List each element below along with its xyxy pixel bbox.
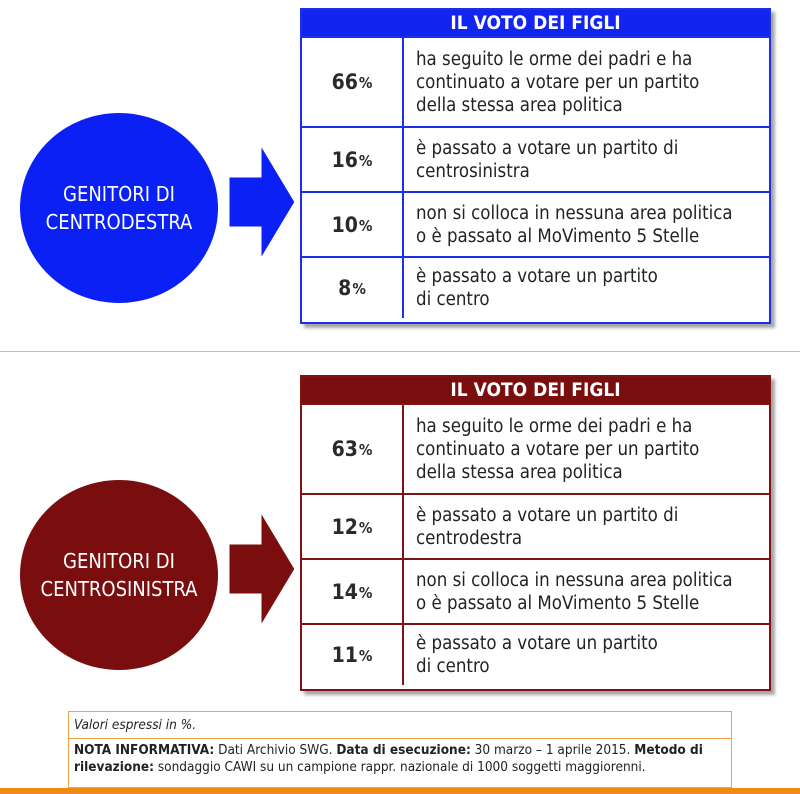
values-note: Valori espressi in %. (69, 712, 731, 739)
percent-sign: % (358, 518, 373, 537)
percent-sign: % (358, 216, 373, 235)
result-percentage (302, 258, 404, 318)
description-line: della stessa area politica (416, 461, 623, 483)
section-centrosinistra (0, 375, 800, 720)
result-percentage (302, 193, 404, 256)
parents-label-line2: CENTROSINISTRA (40, 577, 198, 601)
description-line: è passato a votare un partito di (416, 137, 679, 159)
description-line: centrodestra (416, 527, 523, 549)
result-value: 8 (338, 276, 352, 300)
percent-sign: % (358, 151, 373, 170)
result-row (302, 36, 769, 126)
result-description (404, 625, 769, 685)
description-line: di centro (416, 289, 490, 310)
parents-label-line2: CENTRODESTRA (45, 210, 193, 234)
result-value: 16 (331, 147, 358, 172)
parents-circle (20, 113, 218, 303)
children-vote-panel (300, 375, 771, 691)
panel-header: IL VOTO DEI FIGLI (302, 377, 769, 403)
description-line: non si colloca in nessuna area politica (416, 202, 733, 224)
description-line: della stessa area politica (416, 94, 623, 116)
result-row (302, 191, 769, 256)
description-line: è passato a votare un partito (416, 266, 658, 287)
percent-sign: % (358, 441, 373, 459)
description-line: o è passato al MoVimento 5 Stelle (416, 225, 700, 247)
result-description (404, 495, 769, 558)
methodology-note (69, 739, 731, 776)
parents-label-line1: GENITORI DI (63, 182, 175, 206)
section-divider (0, 351, 800, 352)
result-percentage (302, 128, 404, 191)
result-value: 10 (331, 212, 358, 237)
result-description (404, 38, 769, 126)
description-line: è passato a votare un partito di (416, 504, 679, 526)
result-row (302, 623, 769, 685)
description-line: ha seguito le orme dei padri e ha (416, 48, 693, 70)
result-value: 63 (331, 437, 358, 461)
description-line: o è passato al MoVimento 5 Stelle (416, 592, 700, 614)
result-row (302, 126, 769, 191)
description-line: centrosinistra (416, 160, 530, 182)
result-description (404, 560, 769, 623)
percent-sign: % (358, 74, 373, 92)
result-description (404, 258, 769, 318)
data-label: Data di esecuzione: (336, 742, 471, 758)
parents-label-line1: GENITORI DI (63, 549, 175, 573)
section-centrodestra (0, 8, 800, 353)
description-line: continuato a votare per un partito (416, 438, 700, 460)
data-text: 30 marzo – 1 aprile 2015. (470, 742, 635, 758)
result-description (404, 405, 769, 493)
parents-circle (20, 480, 218, 670)
result-percentage (302, 560, 404, 623)
panel-header: IL VOTO DEI FIGLI (302, 10, 769, 36)
description-line: è passato a votare un partito (416, 633, 658, 654)
result-value: 66 (331, 70, 358, 94)
percent-sign: % (358, 647, 373, 665)
result-row (302, 558, 769, 623)
nota-label: NOTA INFORMATIVA: (74, 742, 215, 758)
description-line: ha seguito le orme dei padri e ha (416, 415, 693, 437)
metodo-label: Metodo di rilevazione: (74, 742, 703, 775)
bottom-bar (0, 788, 800, 794)
arrow-right-icon (228, 134, 298, 270)
description-line: di centro (416, 656, 490, 677)
arrow-right-icon (228, 501, 298, 637)
result-value: 11 (331, 643, 358, 667)
percent-sign: % (358, 583, 373, 602)
result-percentage (302, 38, 404, 126)
nota-text: Dati Archivio SWG. (214, 742, 337, 758)
result-row (302, 256, 769, 318)
percent-sign: % (352, 280, 366, 298)
metodo-text: sondaggio CAWI su un campione rappr. nazionale di 1000 soggetti maggiorenni. (153, 759, 646, 775)
result-value: 12 (331, 514, 358, 539)
result-percentage (302, 405, 404, 493)
result-description (404, 193, 769, 256)
description-line: non si colloca in nessuna area politica (416, 569, 733, 591)
result-row (302, 403, 769, 493)
description-line: continuato a votare per un partito (416, 71, 700, 93)
result-value: 14 (331, 579, 358, 604)
children-vote-panel (300, 8, 771, 324)
result-description (404, 128, 769, 191)
result-percentage (302, 495, 404, 558)
footnote-box (68, 711, 732, 788)
result-percentage (302, 625, 404, 685)
result-row (302, 493, 769, 558)
